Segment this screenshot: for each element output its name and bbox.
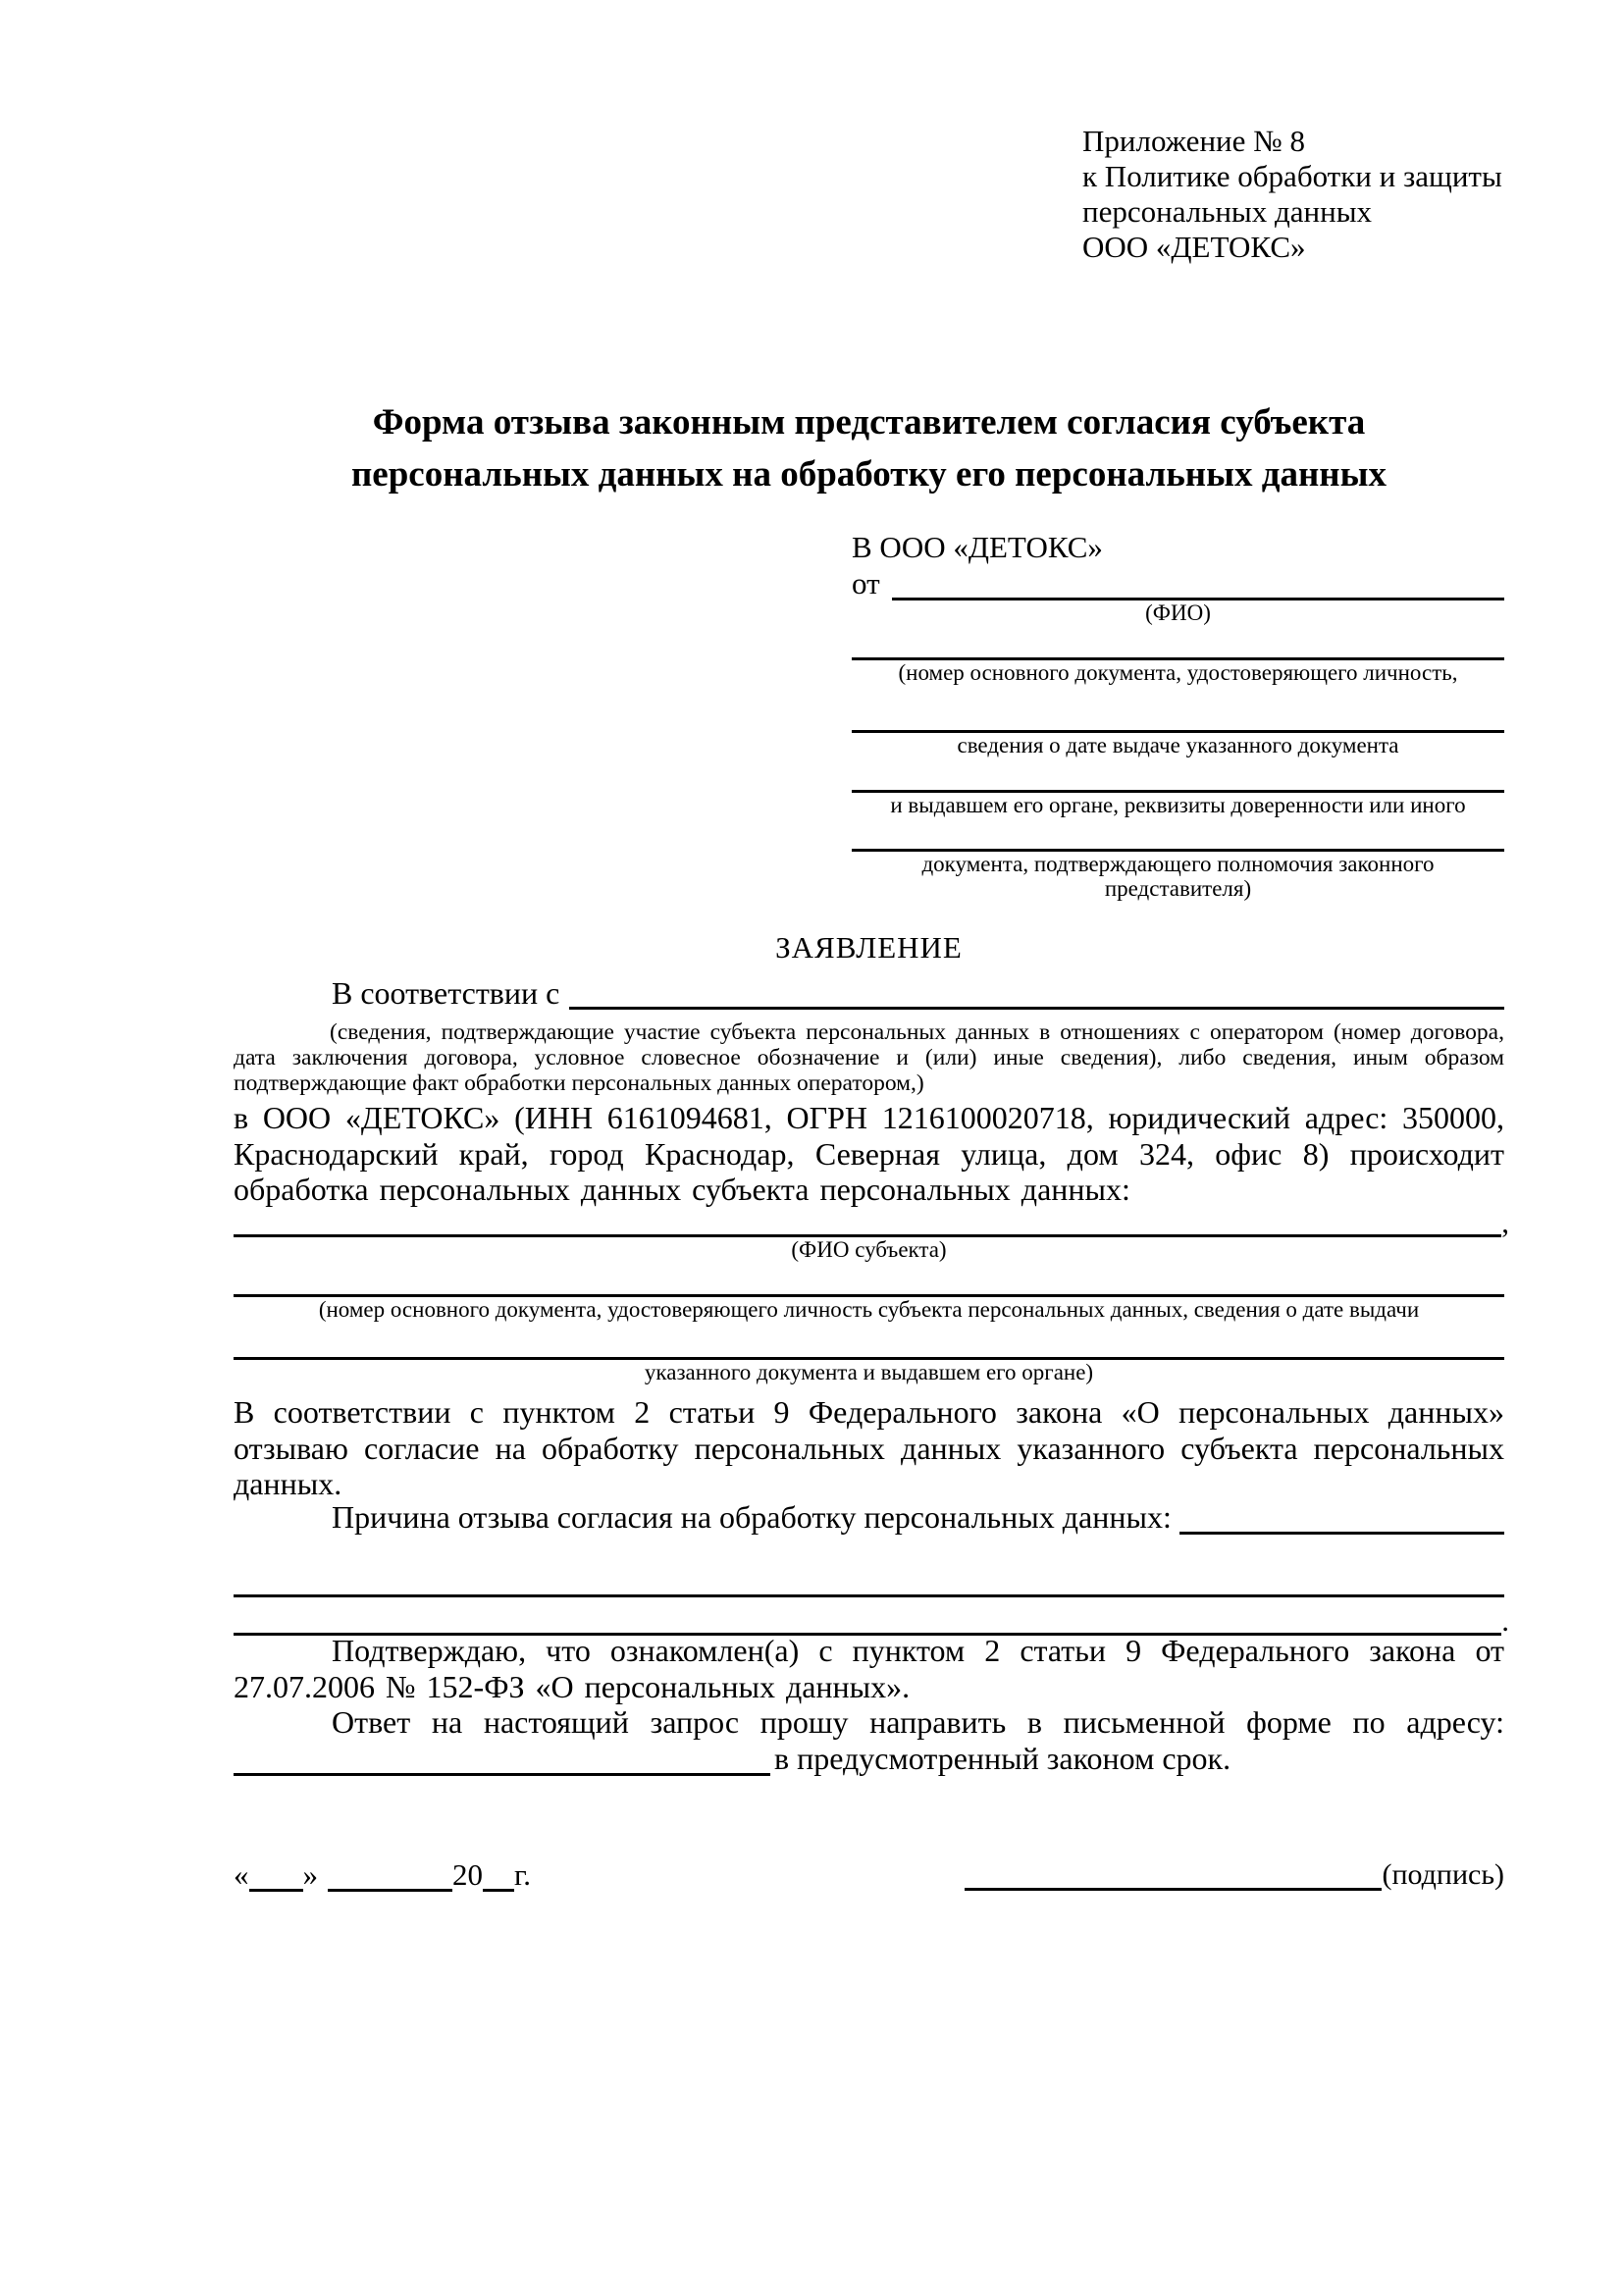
- subject-doc-blank-line: [234, 1334, 1504, 1360]
- addressee-block: [852, 528, 1504, 901]
- subject-doc-caption: указанного документа и выдавшем его органе): [644, 1360, 1094, 1384]
- document-title-line2: персональных данных на обработку его персональных данных: [350, 454, 1387, 495]
- subject-fio-comma: ,: [1501, 1205, 1509, 1239]
- date-quote-close: »: [302, 1857, 318, 1892]
- field-caption: (номер основного документа, удостоверяющего личность,: [898, 660, 1458, 685]
- appendix-line: к Политике обработки и защиты: [1082, 159, 1502, 193]
- appendix-line: ООО «ДЕТОКС»: [1082, 230, 1306, 264]
- signature-caption: (подпись): [1382, 1858, 1504, 1891]
- addressee-organization: В ООО «ДЕТОКС»: [852, 530, 1103, 564]
- year-prefix: 20: [452, 1857, 483, 1892]
- appendix-line: Приложение № 8: [1082, 124, 1305, 158]
- reason-row: [234, 1499, 1504, 1535]
- representative-doc-field: [852, 685, 1504, 757]
- accordance-blank-line: [569, 980, 1504, 1010]
- accordance-row: [234, 976, 1504, 1010]
- month-blank-line: [328, 1862, 452, 1892]
- reason-blank-row-3: [234, 1605, 1509, 1636]
- subject-fio-blank-line: [234, 1208, 1501, 1237]
- subject-doc-blank-line: [234, 1272, 1504, 1297]
- blank-line-period: .: [1501, 1603, 1509, 1638]
- confirm-paragraph: Подтверждаю, что ознакомлен(а) с пунктом 2 статьи 9 Федерального закона от 27.07.2006 № 152-ФЗ «О персональных данных».: [234, 1633, 1504, 1704]
- address-blank-line: [234, 1747, 770, 1776]
- date-field: [234, 1855, 531, 1895]
- field-caption: документа, подтверждающего полномочия законного представителя): [921, 852, 1435, 901]
- signature-blank-line: [965, 1861, 1382, 1891]
- representative-doc-field: [852, 625, 1504, 685]
- statement-heading: ЗАЯВЛЕНИЕ: [775, 930, 963, 965]
- representative-doc-field: [852, 757, 1504, 817]
- reason-blank-line-3: [234, 1609, 1501, 1636]
- representative-name-blank-line: [892, 571, 1504, 600]
- representative-doc-blank-line: [852, 685, 1504, 733]
- footer-row: [234, 1854, 1504, 1895]
- document-title: [234, 396, 1504, 500]
- field-caption: сведения о дате выдаче указанного документа: [957, 733, 1399, 757]
- year-suffix: г.: [514, 1857, 531, 1892]
- day-blank-line: [249, 1862, 303, 1892]
- from-label: от: [852, 566, 880, 600]
- accordance-label: В соответствии с: [332, 975, 560, 1011]
- reason-blank-line: [1179, 1505, 1504, 1535]
- document-title-line1: Форма отзыва законным представителем согласия субъекта: [372, 402, 1366, 443]
- subject-doc-field: [234, 1334, 1504, 1384]
- response-tail-text: в предусмотренный законом срок.: [774, 1741, 1231, 1776]
- appendix-header: [1082, 124, 1502, 265]
- response-tail-row: [234, 1741, 1504, 1776]
- accordance-note: (сведения, подтверждающие участие субъекта персональных данных в отношениях с оператором (номер договора, дата заключения договора, условное словесное обозначение и (или) иные сведения), либо сведения, иным образом подтверждающие факт обработки персональных данных оператором,): [234, 1019, 1504, 1096]
- withdraw-paragraph: В соответствии с пунктом 2 статьи 9 Федерального закона «О персональных данных» отзываю согласие на обработку персональных данных указанного субъекта персональных данных.: [234, 1394, 1504, 1501]
- year-blank-line: [483, 1862, 514, 1892]
- reason-blank-line-2: [234, 1571, 1504, 1597]
- representative-doc-blank-line: [852, 625, 1504, 660]
- signature-field: [965, 1854, 1504, 1895]
- subject-fio-field: [234, 1205, 1509, 1262]
- appendix-line: персональных данных: [1082, 194, 1373, 229]
- representative-doc-field: [852, 817, 1504, 901]
- fio-caption: (ФИО): [1145, 600, 1211, 625]
- representative-doc-blank-line: [852, 757, 1504, 793]
- subject-fio-row: [234, 1205, 1509, 1239]
- subject-doc-field: [234, 1272, 1504, 1322]
- reason-label: Причина отзыва согласия на обработку персональных данных:: [332, 1499, 1172, 1535]
- date-quote-open: «: [234, 1857, 249, 1892]
- response-paragraph: Ответ на настоящий запрос прошу направить в письменной форме по адресу:: [332, 1704, 1504, 1740]
- subject-doc-caption: (номер основного документа, удостоверяющего личность субъекта персональных данных, сведения о дате выдачи: [318, 1297, 1420, 1322]
- field-caption: и выдавшем его органе, реквизиты доверенности или иного: [890, 793, 1466, 817]
- subject-fio-caption: (ФИО субъекта): [791, 1237, 947, 1262]
- operator-paragraph: в ООО «ДЕТОКС» (ИНН 6161094681, ОГРН 1216100020718, юридический адрес: 350000, Краснодарский край, город Краснодар, Северная улица, дом 324, офис 8) происходит обработка персональных данных субъекта персональных данных:: [234, 1100, 1504, 1207]
- from-row: [852, 567, 1504, 600]
- representative-doc-blank-line: [852, 817, 1504, 852]
